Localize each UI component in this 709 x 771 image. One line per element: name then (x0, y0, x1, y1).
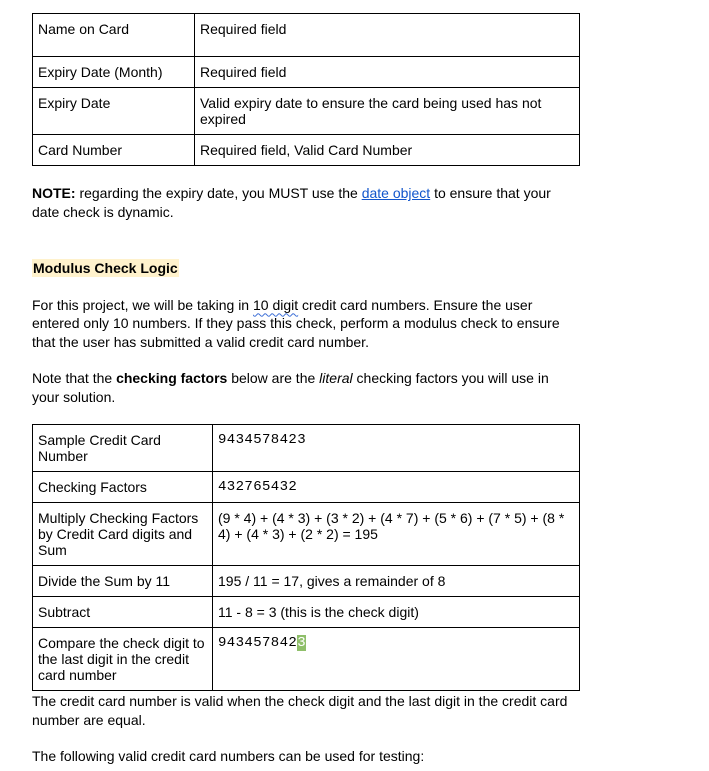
table-row (33, 503, 580, 566)
intro-after: credit card numbers. Ensure the user entered only 10 numbers. If they pass this check, perform a modulus check to ensure that the user has submitted a valid credit card number. (32, 296, 560, 350)
step-cell: Subtract (33, 597, 213, 628)
factors-note-bold: checking factors (116, 370, 228, 386)
table-row (33, 14, 580, 57)
factors-note-italic: literal (319, 370, 353, 386)
check-digit-highlight: 3 (297, 635, 307, 651)
table-row (33, 472, 580, 503)
table-row (33, 135, 580, 166)
note-text-before: regarding the expiry date, you MUST use the (75, 185, 362, 201)
value-cell: 195 / 11 = 17, gives a remainder of 8 (213, 566, 580, 597)
note-text-after: to ensure that your date check is dynamic. (32, 185, 551, 220)
card-number-prefix: 943457842 (218, 635, 298, 651)
factors-note-before: Note that the (32, 370, 117, 386)
field-rule-cell: Required field (195, 57, 580, 88)
table-row (33, 425, 580, 472)
field-rule-cell: Required field (195, 14, 580, 57)
table-row (33, 566, 580, 597)
validation-table (32, 13, 580, 166)
field-name-cell: Expiry Date (Month) (33, 57, 195, 88)
factors-note-middle: below are the (227, 370, 320, 386)
field-name-cell: Expiry Date (33, 88, 195, 135)
step-cell: Multiply Checking Factors by Credit Card digits and Sum (33, 503, 213, 566)
value-cell: 432765432 (213, 472, 580, 503)
modulus-example-table (32, 424, 580, 691)
table-row (33, 597, 580, 628)
document-body (32, 13, 579, 766)
date-object-link[interactable]: date object (361, 185, 431, 201)
section-heading: Modulus Check Logic (33, 260, 178, 276)
value-cell: (9 * 4) + (4 * 3) + (3 * 2) + (4 * 7) + (5 * 6) + (7 * 5) + (8 * 4) + (4 * 3) + (2 * 2) = 195 (213, 503, 580, 566)
conclusion-paragraph: The credit card number is valid when the check digit and the last digit in the credit card number are equal. (32, 693, 568, 728)
value-cell: 11 - 8 = 3 (this is the check digit) (213, 597, 580, 628)
note-paragraph (32, 184, 579, 221)
intro-paragraph (32, 296, 579, 352)
note-label: NOTE: (32, 185, 76, 201)
field-name-cell: Card Number (33, 135, 195, 166)
testing-intro-paragraph: The following valid credit card numbers can be used for testing: (32, 748, 425, 764)
intro-before: For this project, we will be taking in (32, 296, 253, 313)
field-name-cell: Name on Card (33, 14, 195, 57)
field-rule-cell: Valid expiry date to ensure the card being used has not expired (195, 88, 580, 135)
section-heading-line (32, 259, 579, 278)
value-cell: 9434578423 (213, 425, 580, 472)
spellcheck-word[interactable]: 10 digit (252, 296, 299, 313)
step-cell: Compare the check digit to the last digit in the credit card number (33, 628, 213, 691)
step-cell: Checking Factors (33, 472, 213, 503)
field-rule-cell: Required field, Valid Card Number (195, 135, 580, 166)
step-cell: Sample Credit Card Number (33, 425, 213, 472)
table-row (33, 57, 580, 88)
factors-note-paragraph (32, 369, 579, 406)
step-cell: Divide the Sum by 11 (33, 566, 213, 597)
table-row (33, 628, 580, 691)
factors-note-after: checking factors you will use in your solution. (32, 370, 549, 405)
value-cell (213, 628, 580, 691)
table-row (33, 88, 580, 135)
